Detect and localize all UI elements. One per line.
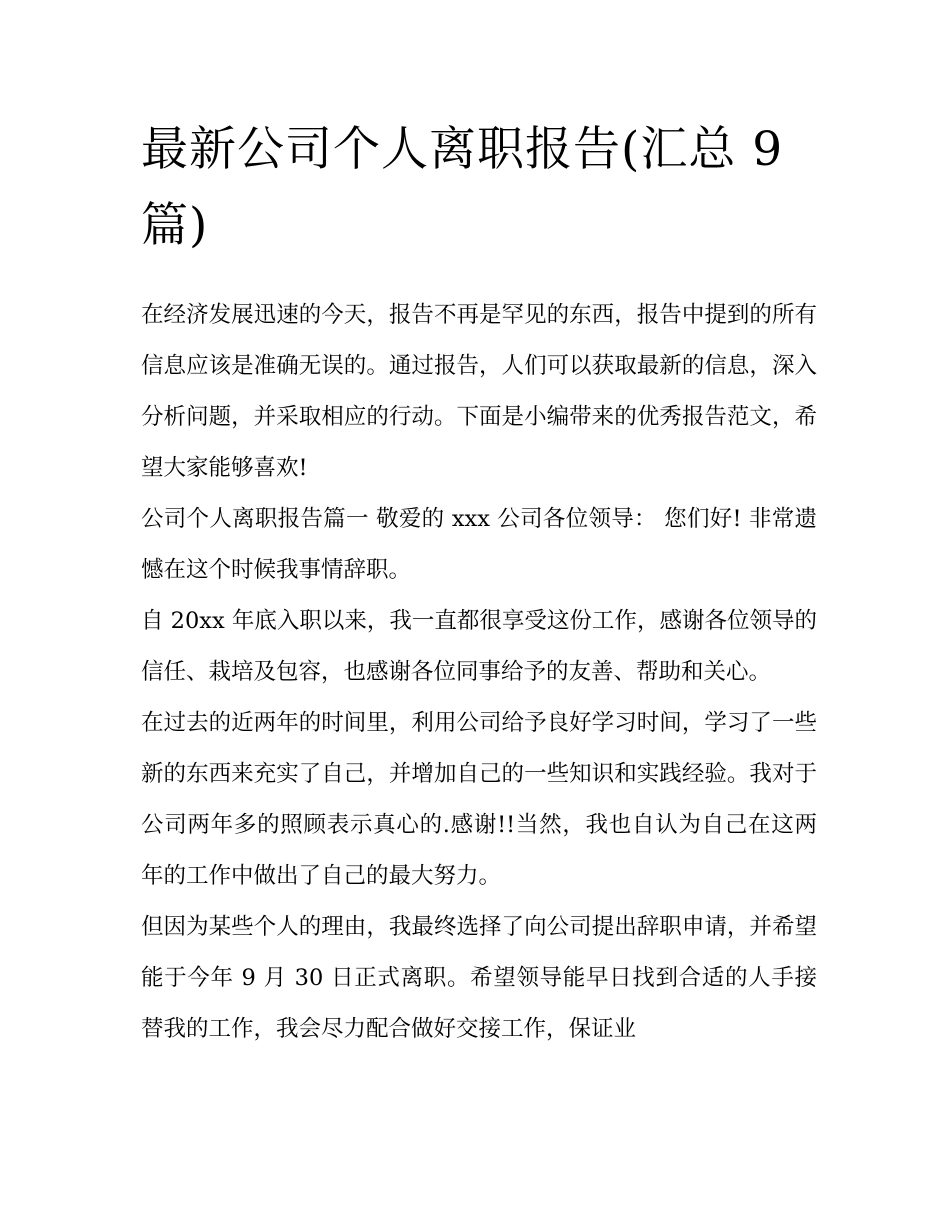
paragraph-experience: 在过去的近两年的时间里，利用公司给予良好学习时间，学习了一些新的东西来充实了自己，并增加自己的一些知识和实践经验。我对于公司两年多的照顾表示真心的.感谢!!当然，我也自认为自己在这两年的工作中做出了自己的最大努力。 — [141, 710, 817, 889]
paragraph-greeting: 公司个人离职报告篇一 敬爱的 xxx 公司各位领导： 您们好! 非常遗憾在这个时候我事情辞职。 — [141, 506, 817, 583]
document-title: 最新公司个人离职报告(汇总 9 篇) — [141, 122, 784, 253]
paragraph-resignation: 但因为某些个人的理由，我最终选择了向公司提出辞职申请，并希望能于今年 9 月 30 日正式离职。希望领导能早日找到合适的人手接替我的工作，我会尽力配合做好交接工作，保证业 — [141, 914, 817, 1042]
document-body — [141, 112, 817, 1055]
paragraph-thanks: 自 20xx 年底入职以来，我一直都很享受这份工作，感谢各位领导的信任、栽培及包容，也感谢各位同事给予的友善、帮助和关心。 — [141, 608, 817, 685]
paragraph-intro: 在经济发展迅速的今天，报告不再是罕见的东西，报告中提到的所有信息应该是准确无误的。通过报告，人们可以获取最新的信息，深入分析问题，并采取相应的行动。下面是小编带来的优秀报告范文，希望大家能够喜欢! — [141, 302, 817, 481]
